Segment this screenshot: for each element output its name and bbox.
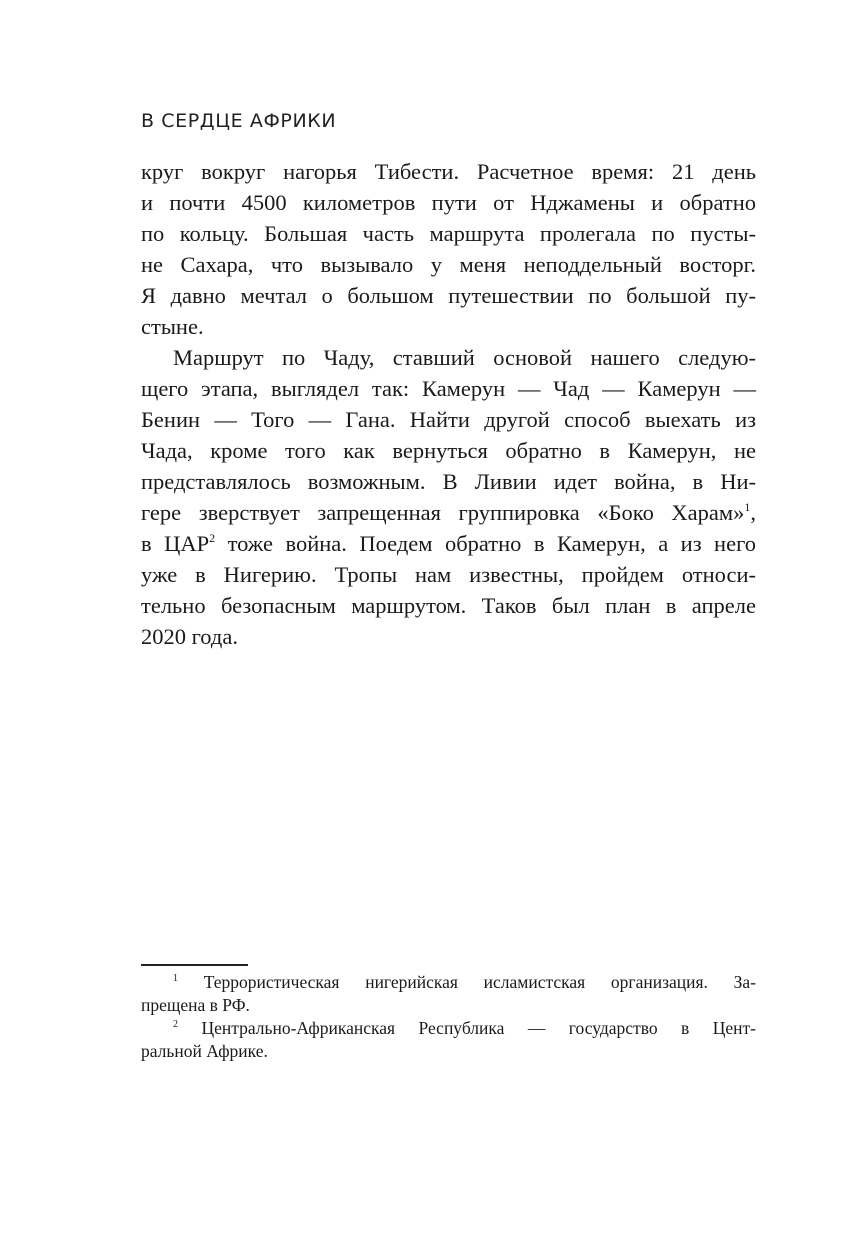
text-line: круг вокруг нагорья Тибести. Расчетное время: 21 день (141, 159, 756, 184)
running-head: В СЕРДЦЕ АФРИКИ (141, 110, 337, 132)
text-segment: тоже война. Поедем обратно в Камерун, а из него (215, 531, 757, 556)
text-line: 2020 года. (141, 624, 238, 649)
body-text (141, 156, 756, 652)
text-line: и почти 4500 километров пути от Нджамены и обратно (141, 190, 756, 215)
footnote-1-cont: прещена в РФ. (141, 995, 250, 1015)
footnote-2-cont: ральной Африке. (141, 1041, 268, 1061)
text-line: Маршрут по Чаду, ставший основой нашего следую- (173, 345, 756, 370)
footnote-mark: 2 (173, 1019, 178, 1030)
text-line: Я давно мечтал о большом путешествии по большой пу- (141, 283, 756, 308)
footnote-ref-1[interactable]: 1 (744, 500, 751, 514)
footnote-text: Центрально-Африканская Республика — государство в Цент- (201, 1018, 757, 1038)
footnotes (141, 971, 756, 1063)
text-line: щего этапа, выглядел так: Камерун — Чад — Камерун — (141, 376, 756, 401)
footnote-2 (141, 1017, 756, 1040)
text-line: представлялось возможным. В Ливии идет война, в Ни- (141, 469, 756, 494)
text-line: по кольцу. Большая часть маршрута пролегала по пусты- (141, 221, 756, 246)
text-line: не Сахара, что вызывало у меня неподдельный восторг. (141, 252, 756, 277)
text-line (141, 528, 756, 559)
text-line: Бенин — Того — Гана. Найти другой способ выехать из (141, 407, 756, 432)
text-segment: , (750, 500, 756, 525)
text-segment: гере зверствует запрещенная группировка «Боко Харам» (141, 500, 745, 525)
text-line: стыне. (141, 314, 204, 339)
footnote-text: Террористическая нигерийская исламистская организация. За- (203, 972, 756, 992)
text-segment: в ЦАР (141, 531, 210, 556)
footnote-mark: 1 (173, 973, 178, 984)
footnote-1 (141, 971, 756, 994)
footnote-divider (141, 964, 248, 966)
text-line (141, 497, 756, 528)
text-line: тельно безопасным маршрутом. Таков был план в апреле (141, 593, 756, 618)
text-line: уже в Нигерию. Тропы нам известны, пройдем относи- (141, 562, 756, 587)
footnote-ref-2[interactable]: 2 (209, 531, 216, 545)
text-line: Чада, кроме того как вернуться обратно в Камерун, не (141, 438, 756, 463)
